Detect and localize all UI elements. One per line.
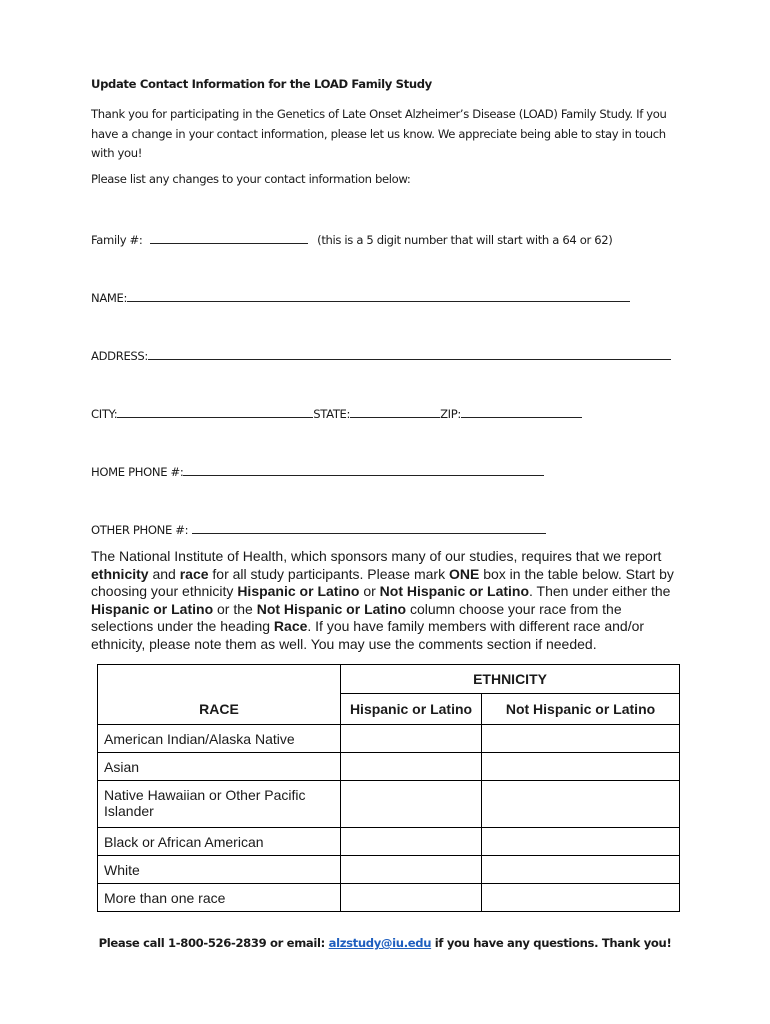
other-phone-field[interactable] [91, 520, 546, 537]
city-blank[interactable] [117, 404, 313, 418]
other-phone-blank[interactable] [192, 520, 546, 534]
family-number-label: Family #: [91, 233, 143, 247]
email-link[interactable]: alzstudy@iu.edu [328, 936, 432, 950]
family-number-note: (this is a 5 digit number that will start with a 64 or 62) [317, 233, 613, 247]
state-blank[interactable] [350, 404, 440, 418]
nih-emphasis: Hispanic or Latino [237, 583, 360, 600]
not-hispanic-checkbox-cell[interactable] [482, 753, 680, 781]
nih-text: The National Institute of Health, which sponsors many of our studies, requires that we report [91, 548, 662, 564]
hispanic-checkbox-cell[interactable] [341, 856, 482, 884]
nih-text: for all study participants. Please mark [208, 565, 449, 582]
ethnicity-header-row [98, 665, 680, 694]
empty-header-cell [98, 665, 341, 694]
race-label: White [98, 856, 341, 884]
race-ethnicity-table [97, 664, 680, 912]
nih-emphasis: Race [273, 618, 308, 635]
not-hispanic-checkbox-cell[interactable] [482, 884, 680, 912]
list-prompt: Please list any changes to your contact information below: [91, 172, 411, 186]
not-hispanic-checkbox-cell[interactable] [482, 828, 680, 856]
column-header-row [98, 694, 680, 725]
nih-emphasis: Not Hispanic or Latino [256, 600, 407, 617]
nih-emphasis: Hispanic or Latino [91, 600, 214, 617]
city-state-zip-row [91, 404, 582, 421]
footer-prefix: Please call 1-800-526-2839 or email: [98, 936, 329, 950]
hispanic-checkbox-cell[interactable] [341, 884, 482, 912]
nih-text: . If you have family members with different race and/or ethnicity, please note them as well. You may use the comments section if needed. [91, 618, 645, 652]
race-label: Native Hawaiian or Other Pacific Islander [98, 781, 341, 828]
footer-suffix: if you have any questions. Thank you! [431, 936, 672, 950]
hispanic-checkbox-cell[interactable] [341, 753, 482, 781]
table-row [98, 725, 680, 753]
address-blank[interactable] [148, 346, 671, 360]
intro-paragraph: Thank you for participating in the Genetics of Late Onset Alzheimer’s Disease (LOAD) Family Study. If you have a change in your contact information, please let us know. We appreciate being able to stay in touch with you! [91, 107, 667, 160]
name-blank[interactable] [127, 288, 630, 302]
not-hispanic-checkbox-cell[interactable] [482, 856, 680, 884]
table-row [98, 884, 680, 912]
hispanic-checkbox-cell[interactable] [341, 828, 482, 856]
nih-text: or [359, 583, 380, 600]
hispanic-checkbox-cell[interactable] [341, 781, 482, 828]
nih-emphasis: ethnicity [91, 565, 149, 582]
page-title: Update Contact Information for the LOAD Family Study [91, 77, 432, 91]
hispanic-header: Hispanic or Latino [341, 694, 482, 725]
race-label: American Indian/Alaska Native [98, 725, 341, 753]
table-row [98, 753, 680, 781]
not-hispanic-header: Not Hispanic or Latino [482, 694, 680, 725]
table-row [98, 856, 680, 884]
zip-label: ZIP: [440, 407, 461, 421]
ethnicity-header: ETHNICITY [341, 665, 680, 694]
home-phone-blank[interactable] [183, 462, 544, 476]
table-row [98, 781, 680, 828]
other-phone-label: OTHER PHONE #: [91, 523, 189, 537]
race-label: Asian [98, 753, 341, 781]
family-number-blank[interactable] [150, 230, 308, 244]
nih-emphasis: race [179, 565, 209, 582]
city-label: CITY: [91, 407, 118, 421]
not-hispanic-checkbox-cell[interactable] [482, 725, 680, 753]
address-field[interactable] [91, 346, 671, 363]
name-field[interactable] [91, 288, 630, 305]
home-phone-label: HOME PHONE #: [91, 465, 184, 479]
nih-text: and [148, 565, 180, 582]
table-row [98, 828, 680, 856]
name-label: NAME: [91, 291, 128, 305]
nih-text: column choose your race from the selections under the heading [91, 600, 622, 635]
family-number-field[interactable] [91, 230, 612, 247]
nih-text: box in the table below. Start by choosing your ethnicity [91, 565, 674, 600]
zip-blank[interactable] [461, 404, 582, 418]
nih-text: or the [213, 600, 257, 617]
state-label: STATE: [313, 407, 351, 421]
nih-instructions [91, 548, 681, 654]
race-label: More than one race [98, 884, 341, 912]
home-phone-field[interactable] [91, 462, 544, 479]
race-label: Black or African American [98, 828, 341, 856]
nih-emphasis: Not Hispanic or Latino [379, 583, 530, 600]
hispanic-checkbox-cell[interactable] [341, 725, 482, 753]
footer-contact-line [0, 936, 770, 950]
address-label: ADDRESS: [91, 349, 148, 363]
not-hispanic-checkbox-cell[interactable] [482, 781, 680, 828]
race-header: RACE [98, 694, 341, 725]
nih-text: . Then under either the [529, 583, 671, 600]
nih-emphasis: ONE [448, 565, 480, 582]
